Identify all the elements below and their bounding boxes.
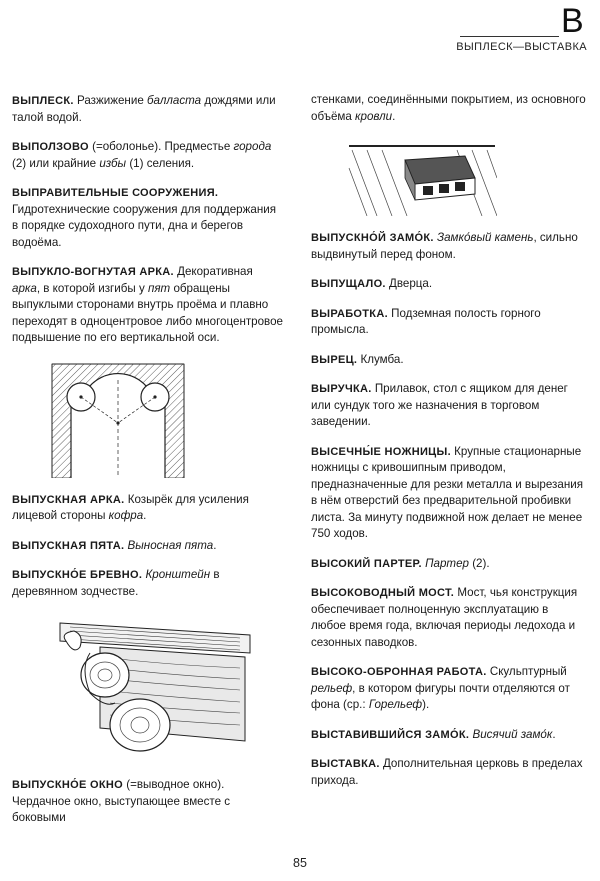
entry-text: .	[213, 538, 217, 552]
entry-text: (2) или крайние	[12, 156, 100, 170]
dictionary-entry	[311, 756, 586, 789]
entry-cross-reference: избы	[99, 156, 127, 170]
page-number: 85	[293, 856, 307, 870]
entry-cross-reference: Висячий замо́к	[472, 727, 553, 741]
entry-headword: ВЫПУЩАЛО.	[311, 278, 386, 290]
figure-log	[30, 613, 284, 763]
entry-text: Подземная полость горного промысла.	[311, 306, 541, 336]
entry-cross-reference: рельеф	[311, 681, 353, 695]
entry-text: Крупные стационарные ножницы с кривошипным приводом, предназначенные для резки металла и вырезания в нём отверстий без предварительной пробивки листа. За минуту подвижной нож делает не менее 750 ходов.	[311, 444, 583, 540]
entry-text: в деревянном зодчестве.	[12, 568, 220, 598]
entry-headword: ВЫСЕЧНЫ́Е НОЖНИЦЫ.	[311, 445, 451, 458]
section-letter: В	[561, 2, 584, 40]
dictionary-entry	[311, 352, 586, 369]
dictionary-entry	[12, 264, 284, 347]
entry-text: Козырёк для усиления лицевой стороны	[12, 492, 249, 522]
entry-headword: ВЫПУСКНО́Й ЗАМО́К.	[311, 232, 434, 244]
entry-text: дождями или талой водой.	[12, 94, 276, 124]
log-illustration	[30, 613, 260, 763]
entry-headword: ВЫСОКО-ОБРОННАЯ РАБОТА.	[311, 666, 487, 678]
dictionary-entry	[311, 92, 586, 125]
entry-headword: ВЫРУЧКА.	[311, 383, 372, 395]
dictionary-entry	[12, 777, 284, 827]
entry-text: (=выводное окно). Чердачное окно, выступающее вместе с боковыми	[12, 778, 231, 824]
entry-text: Клумба.	[357, 352, 404, 366]
entry-headword: ВЫПРАВИТЕЛЬНЫЕ СООРУЖЕНИЯ.	[12, 187, 219, 199]
header-rule	[460, 36, 559, 37]
dictionary-entry	[311, 556, 586, 573]
entry-text: , сильно выдвинутый перед фоном.	[311, 231, 578, 261]
entry-text: Мост, чья конструкция обеспечивает полноценную эксплуатацию в любое время года, включая периоды ледохода и сезонных паводков.	[311, 586, 578, 649]
entry-headword: ВЫПОЛЗОВО	[12, 141, 89, 153]
entry-headword: ВЫСОКОВОДНЫЙ МОСТ.	[311, 587, 455, 599]
dictionary-entry	[311, 585, 586, 651]
dictionary-entry	[12, 538, 284, 555]
entry-headword: ВЫПУСКНО́Е БРЕВНО.	[12, 569, 143, 581]
entry-headword: ВЫПУСКНАЯ ПЯТА.	[12, 539, 125, 552]
entry-cross-reference: Кронштейн	[145, 568, 211, 581]
entry-text: Разжижение	[73, 94, 147, 107]
entry-text: .	[143, 509, 147, 522]
entry-cross-reference: балласта	[146, 94, 202, 107]
entry-headword: ВЫПЛЕСК.	[12, 95, 74, 107]
dictionary-entry	[311, 230, 586, 263]
dictionary-entry	[311, 727, 586, 744]
dictionary-entry	[311, 444, 586, 543]
entry-text: Декоративная	[173, 265, 253, 278]
entry-text: (2).	[468, 556, 490, 570]
entry-text: (=оболонье). Предместье	[88, 140, 234, 153]
entry-text: Прилавок, стол с ящиком для денег или сундук того же назначения в торговом заведении.	[311, 382, 568, 428]
entry-text: Гидротехнические сооружения для поддержания в порядке судоходного пути, дна и берегов водоёма.	[12, 202, 276, 249]
entry-cross-reference: Горельеф	[368, 698, 423, 711]
entry-headword: ВЫСТАВКА.	[311, 758, 380, 770]
dormer-window-illustration	[347, 138, 497, 216]
entry-cross-reference: арка	[12, 281, 37, 295]
figure-arch	[24, 360, 284, 478]
entry-headword: ВЫПУСКНАЯ АРКА.	[12, 493, 125, 506]
entry-text: Скульптурный	[486, 665, 567, 678]
dictionary-entry	[311, 276, 586, 293]
entry-headword: ВЫРЕЦ.	[311, 353, 358, 366]
entry-text: стенками, соединёнными покрытием, из основного объёма	[311, 93, 586, 123]
entry-cross-reference: кофра	[108, 509, 144, 522]
entry-text: обращены выпуклыми сторонами внутрь проёма и плавно переходят в одноцентровое либо многоцентровое подвышение по его вертикальной оси.	[12, 281, 283, 344]
entry-cross-reference: кровли	[355, 109, 393, 123]
running-head: ВЫПЛЕСК—ВЫСТАВКА	[456, 41, 587, 53]
arch-illustration	[24, 360, 194, 478]
dictionary-entry	[311, 381, 586, 431]
entry-text: .	[552, 727, 556, 741]
entry-text: Дверца.	[385, 277, 433, 290]
right-column	[311, 93, 586, 802]
entry-cross-reference: города	[233, 140, 272, 153]
entry-headword: ВЫПУКЛО-ВОГНУТАЯ АРКА.	[12, 266, 174, 278]
entry-cross-reference: пят	[147, 281, 171, 295]
entry-text: , в которой изгибы у	[36, 281, 148, 295]
entry-headword: ВЫРАБОТКА.	[311, 307, 388, 320]
dictionary-entry	[12, 567, 284, 600]
left-column	[12, 93, 284, 840]
dictionary-entry	[311, 306, 586, 339]
entry-headword: ВЫСТАВИВШИЙСЯ ЗАМО́К.	[311, 728, 470, 741]
entry-text: (1) селения.	[126, 156, 195, 170]
dictionary-entry	[12, 185, 284, 251]
dictionary-entry	[311, 664, 586, 714]
entry-headword: ВЫПУСКНО́Е ОКНО	[12, 779, 123, 791]
entry-cross-reference: Замко́вый камень	[436, 231, 534, 244]
entry-cross-reference: Партер	[425, 556, 469, 570]
dictionary-entry	[12, 139, 284, 172]
entry-headword: ВЫСОКИЙ ПАРТЕР.	[311, 557, 422, 570]
dictionary-entry	[12, 93, 284, 126]
entry-cross-reference: Выносная пята	[127, 538, 214, 552]
entry-text: ).	[422, 698, 430, 711]
entry-text: .	[392, 109, 396, 123]
figure-dormer	[347, 138, 586, 216]
dictionary-entry	[12, 492, 284, 525]
entry-text: Дополнительная церковь в пределах прихода.	[311, 757, 583, 787]
entry-text: , в котором фигуры почти отделяются от фона (ср.:	[311, 681, 570, 711]
